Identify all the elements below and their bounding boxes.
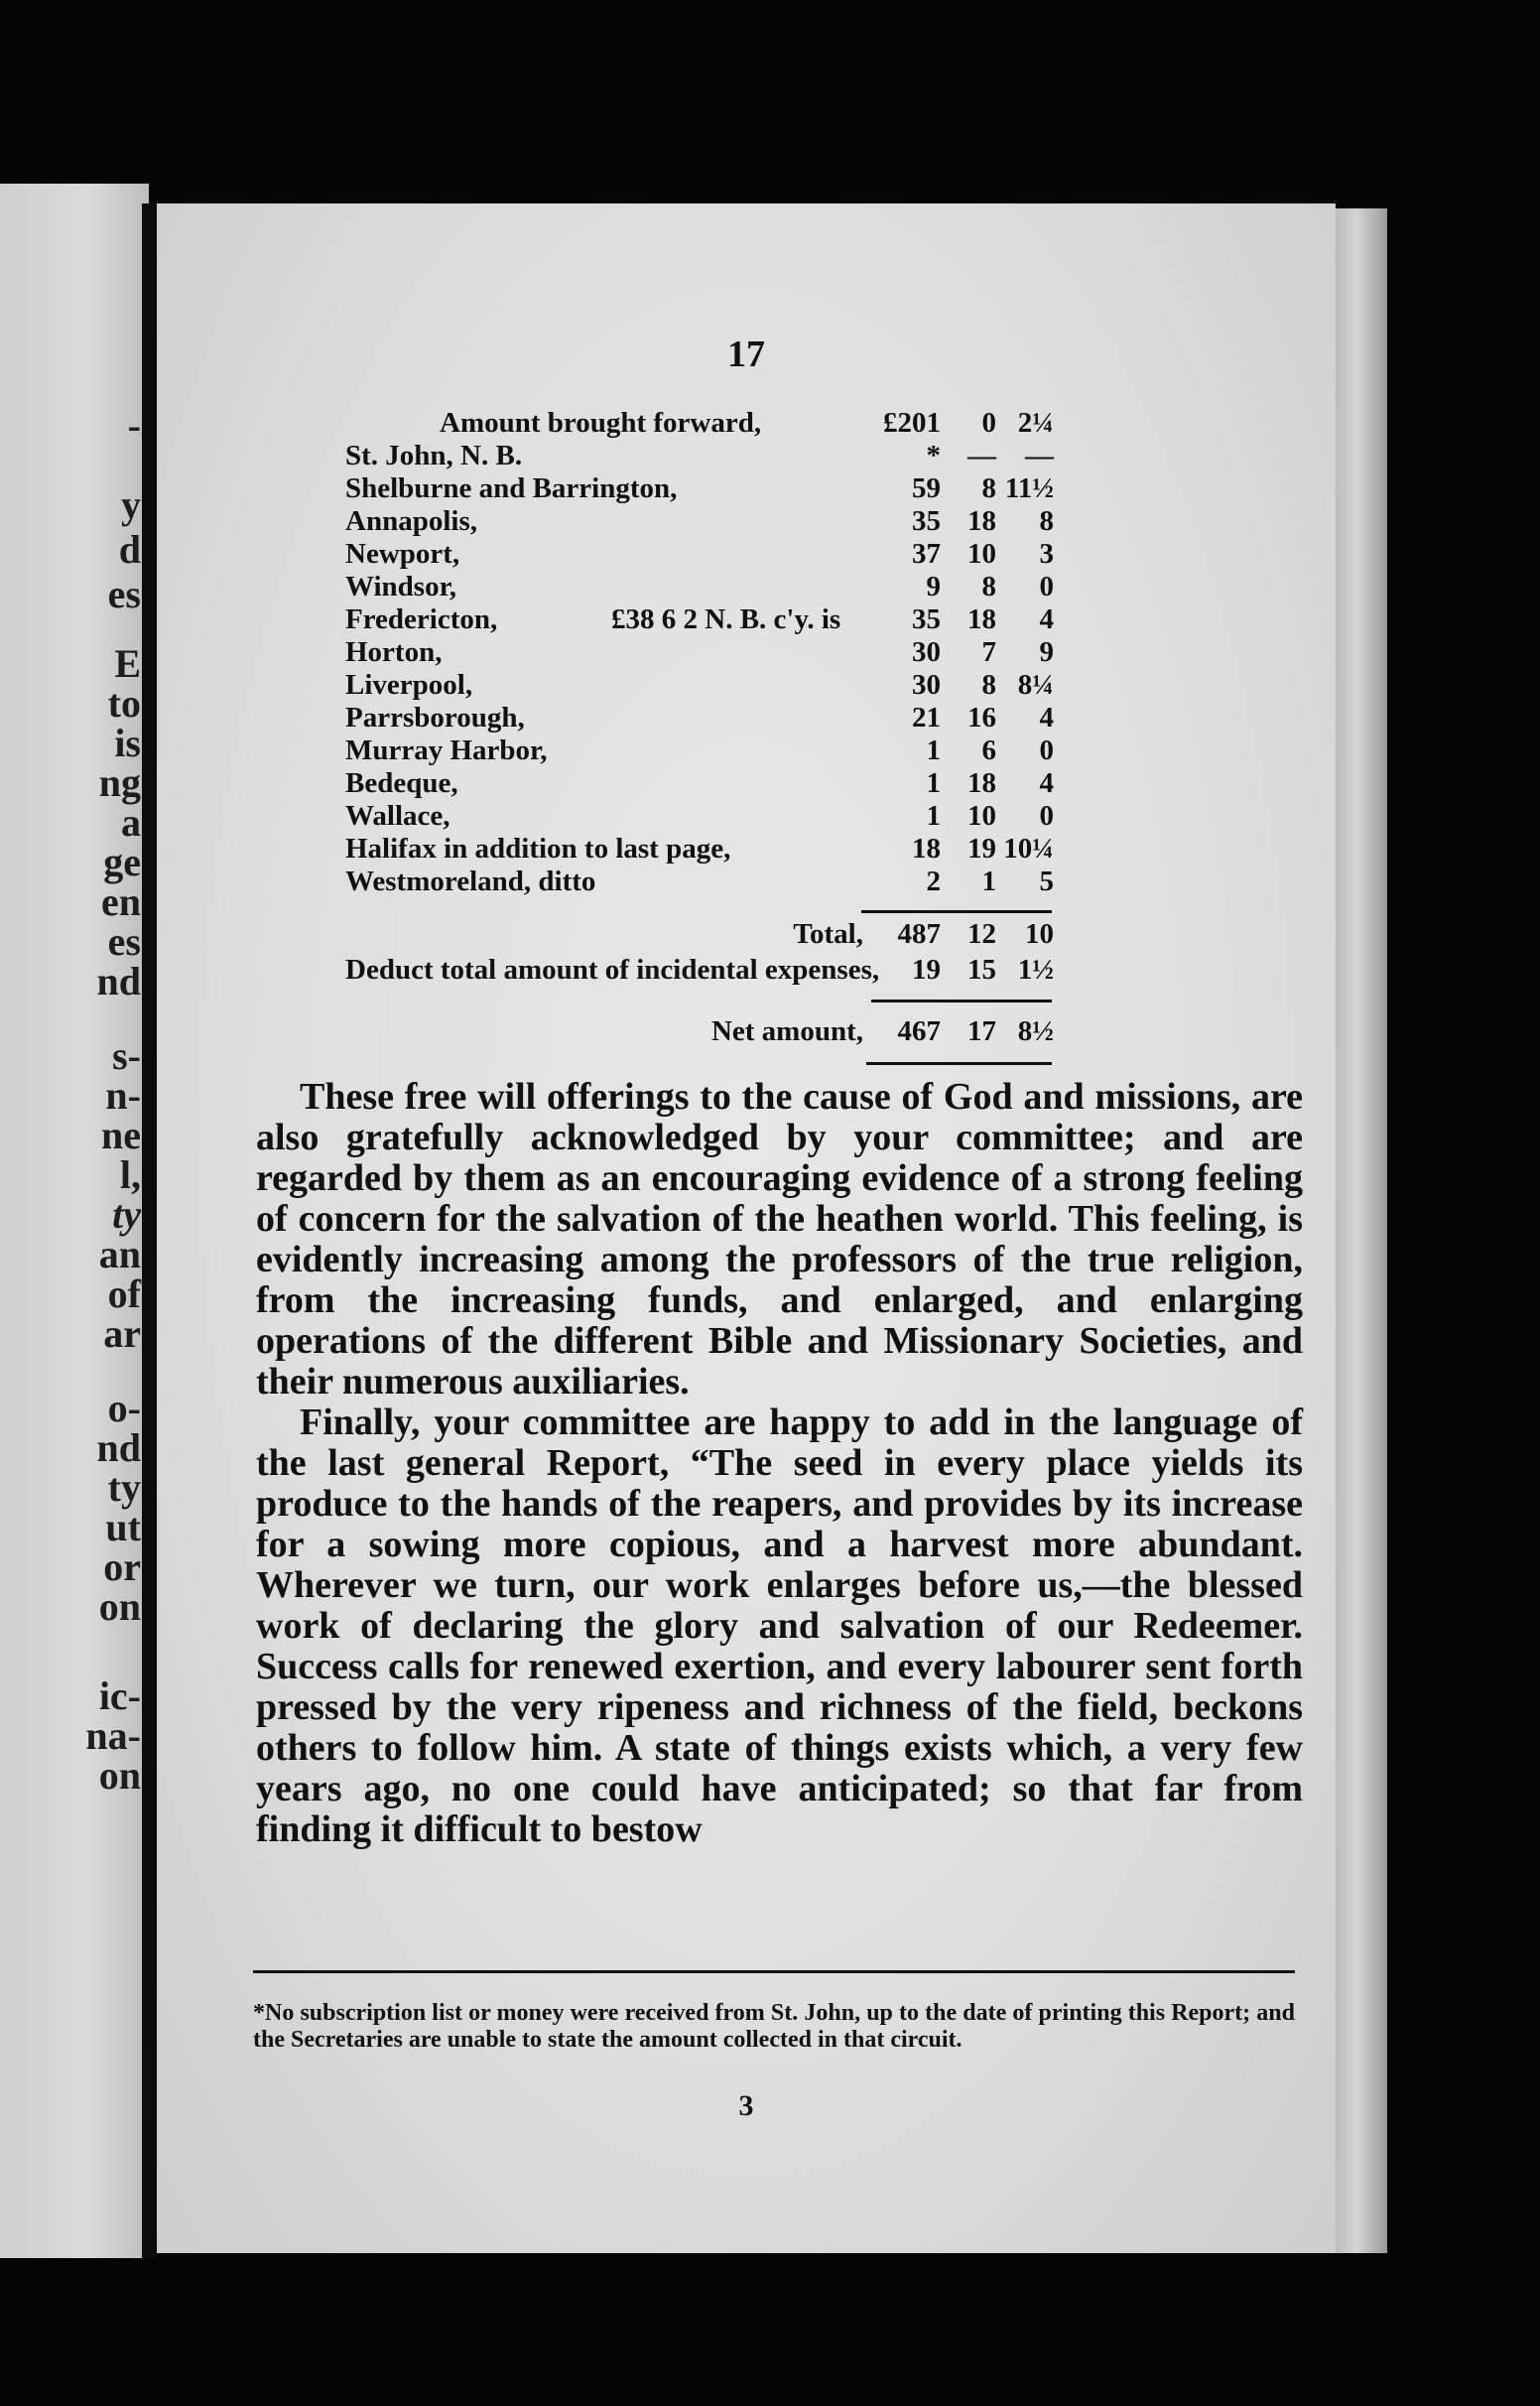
ledger-circuit: Fredericton, — [345, 603, 498, 635]
ledger-pence: 0 — [1039, 735, 1054, 766]
ledger-shillings: 7 — [981, 636, 996, 668]
ledger-shillings: 10 — [967, 538, 996, 570]
ledger-pence: 4 — [1039, 767, 1054, 799]
ledger-row — [157, 636, 1336, 670]
ledger-pounds: 30 — [912, 669, 941, 701]
ledger-row — [157, 571, 1336, 604]
contributions-ledger — [157, 203, 1336, 1097]
ledger-pence: 1½ — [1017, 954, 1054, 986]
ledger-circuit: Liverpool, — [345, 669, 473, 701]
ledger-pence: 8¼ — [1017, 669, 1054, 701]
book-page — [157, 203, 1336, 2253]
ledger-shillings: 0 — [981, 407, 996, 439]
ledger-pounds: 37 — [912, 538, 941, 570]
adjacent-text-fragment: o- — [107, 1386, 141, 1430]
paragraph: These free will offerings to the cause of God and missions, are also gratefully acknowledged by your committee; and are regarded by them as an encouraging evidence of a strong feeling of concern for the salvation of the heathen world. This feeling, is evidently increasing among the professors of the true religion, from the increasing funds, and enlarged, and enlarging operations of the different Bible and Missionary Societies, and their numerous auxiliaries. — [256, 1076, 1303, 1403]
adjacent-text-fragment: ar — [103, 1311, 141, 1356]
ledger-pounds: 35 — [912, 505, 941, 537]
ledger-pence: 2¼ — [1017, 407, 1054, 439]
ledger-row — [157, 603, 1336, 637]
adjacent-text-fragment: ic- — [98, 1673, 141, 1718]
ledger-row — [157, 866, 1336, 899]
ledger-pounds: 1 — [926, 800, 941, 832]
ledger-pence: 8 — [1039, 505, 1054, 537]
footnote-rule — [253, 1970, 1295, 1973]
ledger-pence: 5 — [1039, 866, 1054, 897]
ledger-pounds: 467 — [897, 1015, 941, 1047]
ledger-circuit: Newport, — [345, 538, 460, 570]
ledger-pence: 4 — [1039, 603, 1054, 635]
paragraph: Finally, your committee are happy to add in the language of the last general Report, “The seed in every place yields its produce to the hands of the reapers, and provides by its increase for a sowing more copious, and a harvest more abundant. Wherever we turn, our work enlarges before us,—the blessed work of declaring the glory and salvation of our Redeemer. Success calls for renewed exertion, and every labourer sent forth pressed by the very ripeness and richness of the field, beckons others to follow him. A state of things exists which, a very few years ago, no one could have anticipated; so that far from finding it difficult to bestow — [256, 1402, 1303, 1850]
report-body — [256, 1077, 1303, 1850]
sum-rule — [871, 1000, 1052, 1002]
ledger-pounds: 1 — [926, 767, 941, 799]
ledger-pounds: 9 — [926, 571, 941, 602]
adjacent-text-fragment: to — [107, 681, 141, 726]
ledger-shillings: — — [967, 440, 996, 471]
adjacent-text-fragment: en — [101, 879, 141, 924]
page-edge — [1336, 208, 1387, 2253]
ledger-pounds: £201 — [883, 407, 941, 439]
ledger-pence: — — [1025, 440, 1054, 471]
ledger-shillings: 1 — [981, 866, 996, 897]
adjacent-text-fragment: a — [121, 800, 141, 845]
ledger-shillings: 19 — [967, 833, 996, 865]
adjacent-text-fragment: n- — [105, 1073, 141, 1118]
ledger-circuit: Wallace, — [345, 800, 450, 832]
adjacent-text-fragment: l, — [119, 1152, 141, 1197]
adjacent-text-fragment: es — [107, 572, 141, 616]
ledger-circuit: Windsor, — [345, 571, 457, 602]
ledger-circuit: Parrsborough, — [345, 702, 525, 734]
ledger-shillings: 16 — [967, 702, 996, 734]
ledger-pence: 0 — [1039, 571, 1054, 602]
signature-mark: 3 — [738, 2089, 754, 2122]
ledger-row — [157, 669, 1336, 703]
ledger-row-brought-forward — [157, 407, 1336, 441]
adjacent-text-fragment: ge — [103, 840, 141, 884]
adjacent-text-fragment: nd — [96, 959, 141, 1003]
adjacent-text-fragment: on — [98, 1584, 141, 1629]
ledger-pounds: 59 — [912, 472, 941, 504]
ledger-circuit: Horton, — [345, 636, 443, 668]
ledger-row — [157, 702, 1336, 735]
ledger-circuit: Halifax in addition to last page, — [345, 833, 731, 865]
sum-rule — [861, 910, 1052, 913]
adjacent-text-fragment: ne — [101, 1113, 141, 1157]
adjacent-text-fragment: d — [118, 527, 141, 572]
adjacent-text-fragment: s- — [112, 1033, 141, 1078]
ledger-row — [157, 505, 1336, 539]
ledger-circuit: St. John, N. B. — [345, 440, 523, 471]
ledger-pence: 9 — [1039, 636, 1054, 668]
ledger-circuit: Murray Harbor, — [345, 735, 548, 766]
footnote: *No subscription list or money were received from St. John, up to the date of printing this Report; and the Secretaries are unable to state the amount collected in that circuit. — [253, 2000, 1295, 2053]
ledger-pence: 10¼ — [1003, 833, 1054, 865]
ledger-pence: 3 — [1039, 538, 1054, 570]
adjacent-page — [0, 184, 149, 2258]
ledger-row — [157, 735, 1336, 768]
adjacent-text-fragment: ty — [112, 1192, 141, 1237]
ledger-pounds: 18 — [912, 833, 941, 865]
ledger-circuit: Bedeque, — [345, 767, 458, 799]
ledger-pounds: 1 — [926, 735, 941, 766]
adjacent-text-fragment: ut — [105, 1505, 141, 1549]
ledger-pence: 8½ — [1017, 1015, 1054, 1047]
book-spine — [142, 203, 156, 2258]
ledger-pence: 11½ — [1004, 472, 1054, 504]
adjacent-text-fragment: ng — [98, 760, 141, 805]
ledger-pence: 10 — [1025, 918, 1054, 950]
ledger-row-deduct — [157, 954, 1336, 988]
adjacent-text-fragment: E — [114, 641, 141, 686]
ledger-pounds: * — [926, 440, 941, 471]
ledger-pounds: 19 — [912, 954, 941, 986]
ledger-shillings: 10 — [967, 800, 996, 832]
ledger-row — [157, 472, 1336, 506]
ledger-row — [157, 538, 1336, 572]
ledger-row — [157, 833, 1336, 867]
ledger-row — [157, 800, 1336, 834]
ledger-shillings: 15 — [967, 954, 996, 986]
sum-rule — [866, 1062, 1052, 1065]
ledger-shillings: 12 — [967, 918, 996, 950]
ledger-circuit: Westmoreland, ditto — [345, 866, 596, 897]
ledger-shillings: 6 — [981, 735, 996, 766]
ledger-shillings: 18 — [967, 767, 996, 799]
ledger-label: Net amount, — [710, 1015, 863, 1047]
ledger-label: Amount brought forward, — [440, 407, 762, 439]
adjacent-text-fragment: or — [103, 1544, 141, 1589]
ledger-shillings: 17 — [967, 1015, 996, 1047]
ledger-shillings: 8 — [981, 669, 996, 701]
ledger-circuit: Annapolis, — [345, 505, 477, 537]
ledger-circuit: Shelburne and Barrington, — [345, 472, 678, 504]
adjacent-text-fragment: on — [98, 1753, 141, 1798]
ledger-pence: 0 — [1039, 800, 1054, 832]
adjacent-text-fragment: nd — [96, 1425, 141, 1470]
ledger-pounds: 35 — [912, 603, 941, 635]
adjacent-text-fragment: of — [107, 1271, 141, 1316]
ledger-pounds: 2 — [926, 866, 941, 897]
ledger-label: Deduct total amount of incidental expenses, — [345, 954, 880, 986]
ledger-currency-note: £38 6 2 N. B. c'y. is — [611, 603, 841, 635]
page-number: 17 — [727, 334, 765, 375]
ledger-row — [157, 767, 1336, 801]
ledger-shillings: 8 — [981, 571, 996, 602]
ledger-row — [157, 440, 1336, 473]
ledger-pounds: 21 — [912, 702, 941, 734]
adjacent-text-fragment: - — [127, 403, 141, 448]
ledger-pounds: 487 — [897, 918, 941, 950]
ledger-pence: 4 — [1039, 702, 1054, 734]
adjacent-text-fragment: y — [121, 482, 141, 527]
ledger-pounds: 30 — [912, 636, 941, 668]
adjacent-text-fragment: is — [114, 721, 141, 765]
adjacent-text-fragment: an — [98, 1232, 141, 1276]
ledger-row-net — [157, 1015, 1336, 1049]
adjacent-text-fragment: ty — [107, 1465, 141, 1510]
ledger-shillings: 8 — [981, 472, 996, 504]
ledger-shillings: 18 — [967, 505, 996, 537]
ledger-row-total — [157, 918, 1336, 952]
ledger-label: Total, — [793, 918, 863, 950]
adjacent-text-fragment: na- — [85, 1713, 141, 1758]
ledger-shillings: 18 — [967, 603, 996, 635]
adjacent-text-fragment: es — [107, 919, 141, 964]
